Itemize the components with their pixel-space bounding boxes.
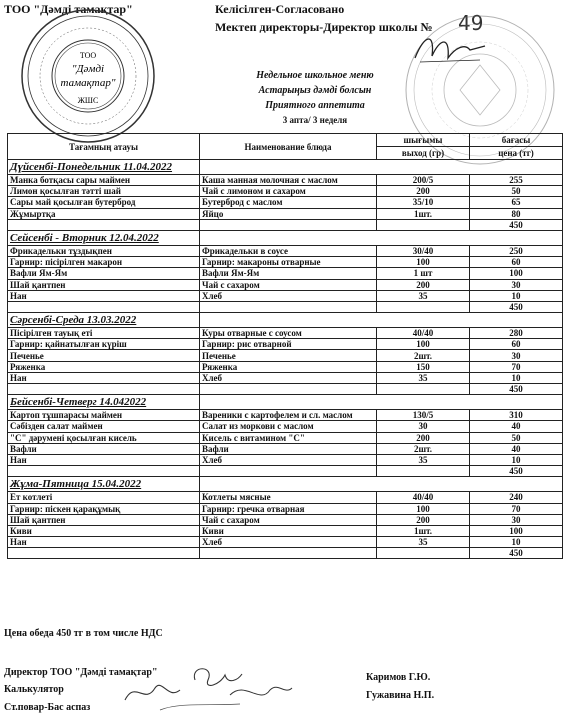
dish-name-kz: Фрикадельки тұздықпен [8,245,200,256]
total-filler [200,219,377,230]
dish-output: 2шт. [377,350,470,361]
dish-price: 100 [470,525,563,536]
dish-price: 70 [470,503,563,514]
day-title: Жұма-Пятница 15.04.2022 [8,477,200,492]
school-number: 49 [458,11,484,35]
dish-name-kz: Пісірілген тауық еті [8,328,200,339]
dish-name-kz: Шай қантпен [8,514,200,525]
dish-price: 70 [470,361,563,372]
dish-output: 100 [377,503,470,514]
price-note: Цена обеда 450 тг в том числе НДС [4,628,163,639]
menu-row [8,268,563,279]
footer-signatures-icon [120,660,295,715]
total-filler [200,548,377,559]
header-col-kz: Тағамның атауы [8,134,200,160]
menu-row [8,279,563,290]
dish-name-ru: Хлеб [200,454,377,465]
total-filler [8,548,200,559]
header-col-price-ru: цена (тг) [470,147,563,160]
dish-name-ru: Хлеб [200,537,377,548]
dish-name-kz: Нан [8,372,200,383]
seal-text-4: ЖШС [77,96,99,105]
menu-table [7,133,563,559]
dish-name-ru: Вафли Ям-Ям [200,268,377,279]
menu-row [8,350,563,361]
day-total-row [8,466,563,477]
day-header-row [8,313,563,328]
menu-row [8,432,563,443]
dish-price: 65 [470,197,563,208]
total-filler [377,548,470,559]
director-signature-icon [410,28,490,68]
dish-output: 100 [377,257,470,268]
dish-name-kz: Нан [8,290,200,301]
menu-row [8,290,563,301]
dish-price: 100 [470,268,563,279]
dish-price: 280 [470,328,563,339]
menu-row [8,339,563,350]
dish-price: 10 [470,537,563,548]
dish-name-kz: Нан [8,537,200,548]
dish-name-ru: Бутерброд с маслом [200,197,377,208]
dish-output: 200 [377,514,470,525]
dish-name-ru: Кисель с витамином "С" [200,432,377,443]
total-filler [8,466,200,477]
dish-name-ru: Хлеб [200,372,377,383]
dish-output: 35 [377,372,470,383]
dish-output: 30/40 [377,245,470,256]
dish-name-kz: Шай қантпен [8,279,200,290]
menu-row [8,245,563,256]
dish-name-kz: Гарнир: пісірілген макарон [8,257,200,268]
header-col-price-kz: бағасы [470,134,563,147]
dish-output: 130/5 [377,410,470,421]
day-total: 450 [470,301,563,312]
dish-name-kz: Жұмыртқа [8,208,200,219]
dish-name-ru: Гарнир: гречка отварная [200,503,377,514]
total-filler [8,219,200,230]
dish-output: 200 [377,432,470,443]
header-col-output-ru: выход (гр) [377,147,470,160]
dish-output: 200 [377,186,470,197]
dish-price: 10 [470,372,563,383]
dish-name-ru: Гарнир: рис отварной [200,339,377,350]
day-header-filler [200,477,563,492]
dish-output: 35/10 [377,197,470,208]
dish-price: 60 [470,257,563,268]
dish-output: 35 [377,454,470,465]
dish-price: 10 [470,454,563,465]
dish-name-kz: Вафли Ям-Ям [8,268,200,279]
total-filler [377,466,470,477]
dish-name-ru: Яйцо [200,208,377,219]
dish-price: 80 [470,208,563,219]
dish-price: 255 [470,175,563,186]
calculator-label: Калькулятор [4,684,64,695]
total-filler [200,301,377,312]
dish-name-kz: Сары май қосылған бутерброд [8,197,200,208]
dish-output: 35 [377,290,470,301]
dish-name-ru: Киви [200,525,377,536]
dish-name-ru: Ряженка [200,361,377,372]
total-filler [377,384,470,395]
dish-name-kz: Киви [8,525,200,536]
day-header-row [8,395,563,410]
total-filler [377,301,470,312]
dish-output: 200 [377,279,470,290]
day-header-filler [200,313,563,328]
dish-name-kz: Лимон қосылған тәтті шай [8,186,200,197]
menu-row [8,492,563,503]
total-filler [200,384,377,395]
dish-price: 40 [470,421,563,432]
dish-name-kz: Печенье [8,350,200,361]
dish-name-ru: Чай с сахаром [200,279,377,290]
dish-name-ru: Куры отварные с соусом [200,328,377,339]
dish-output: 150 [377,361,470,372]
day-header-filler [200,160,563,175]
dish-name-kz: Нан [8,454,200,465]
dish-name-ru: Фрикадельки в соусе [200,245,377,256]
day-title: Бейсенбі-Четверг 14.042022 [8,395,200,410]
dish-price: 60 [470,339,563,350]
dish-output: 2шт. [377,443,470,454]
total-filler [200,466,377,477]
menu-row [8,421,563,432]
total-filler [377,219,470,230]
dish-price: 240 [470,492,563,503]
dish-output: 1шт. [377,208,470,219]
day-header-filler [200,395,563,410]
dish-name-ru: Каша манная молочная с маслом [200,175,377,186]
dish-name-ru: Чай с сахаром [200,514,377,525]
menu-row [8,208,563,219]
day-title: Сейсенбі - Вторник 12.04.2022 [8,230,200,245]
dish-output: 1 шт [377,268,470,279]
dish-name-kz: Ряженка [8,361,200,372]
dish-output: 100 [377,339,470,350]
day-total-row [8,548,563,559]
dish-name-kz: "С" дәрумені қосылған кисель [8,432,200,443]
dish-name-kz: Ет котлеті [8,492,200,503]
dish-name-ru: Вареники с картофелем и сл. маслом [200,410,377,421]
dish-price: 10 [470,290,563,301]
dish-price: 30 [470,514,563,525]
dish-name-ru: Чай с лимоном и сахаром [200,186,377,197]
menu-row [8,443,563,454]
dish-price: 30 [470,350,563,361]
dish-output: 30 [377,421,470,432]
menu-row [8,503,563,514]
dish-price: 250 [470,245,563,256]
day-total-row [8,301,563,312]
company-name: ТОО "Дәмді тамақтар" [4,2,133,16]
header-col-ru: Наименование блюда [200,134,377,160]
menu-row [8,454,563,465]
dish-name-kz: Манка ботқасы сары маймен [8,175,200,186]
company-seal-icon [18,6,158,146]
dish-output: 200/5 [377,175,470,186]
menu-row [8,175,563,186]
director-label: Директор ТОО "Дәмді тамақтар" [4,667,158,678]
dish-name-ru: Салат из моркови с маслом [200,421,377,432]
dish-output: 1шт. [377,525,470,536]
day-header-row [8,477,563,492]
dish-price: 40 [470,443,563,454]
menu-subtitle-kz: Астарыңыз дәмді болсын [258,85,372,96]
menu-subtitle-ru: Приятного аппетита [265,100,365,111]
menu-row [8,197,563,208]
day-title: Дүйсенбі-Понедельник 11.04.2022 [8,160,200,175]
day-total-row [8,219,563,230]
dish-price: 30 [470,279,563,290]
menu-row [8,410,563,421]
dish-output: 40/40 [377,492,470,503]
approval-line-1: Келісілген-Согласовано [215,2,345,16]
seal-text-1: ТОО [79,51,97,60]
dish-name-kz: Гарнир: піскен қарақұмық [8,503,200,514]
day-title: Сәрсенбі-Среда 13.03.2022 [8,313,200,328]
dish-price: 50 [470,186,563,197]
total-filler [8,301,200,312]
chef-label: Ст.повар-Бас аспаз [4,702,91,713]
day-total: 450 [470,466,563,477]
dish-price: 50 [470,432,563,443]
menu-row [8,514,563,525]
menu-row [8,328,563,339]
menu-row [8,257,563,268]
menu-row [8,372,563,383]
day-total-row [8,384,563,395]
day-header-row [8,160,563,175]
menu-title: Недельное школьное меню [256,70,374,81]
day-total: 450 [470,219,563,230]
dish-name-ru: Вафли [200,443,377,454]
dish-name-kz: Картоп тұшпарасы маймен [8,410,200,421]
dish-name-ru: Печенье [200,350,377,361]
day-header-filler [200,230,563,245]
dish-name-ru: Гарнир: макароны отварные [200,257,377,268]
dish-output: 35 [377,537,470,548]
header-col-output-kz: шығымы [377,134,470,147]
menu-row [8,537,563,548]
menu-row [8,186,563,197]
dish-name-ru: Хлеб [200,290,377,301]
dish-price: 310 [470,410,563,421]
dish-name-kz: Гарнир: қайнатылған күріш [8,339,200,350]
signatory-name-1: Каримов Г.Ю. [366,672,431,683]
week-label: 3 апта/ 3 неделя [282,115,348,125]
dish-output: 40/40 [377,328,470,339]
total-filler [8,384,200,395]
day-header-row [8,230,563,245]
seal-text-3: тамақтар" [60,77,116,89]
dish-name-kz: Сәбізден салат маймен [8,421,200,432]
signatory-name-2: Гужавина Н.П. [366,690,435,701]
dish-name-ru: Котлеты мясные [200,492,377,503]
seal-text-2: "Дәмді [71,63,105,75]
day-total: 450 [470,384,563,395]
dish-name-kz: Вафли [8,443,200,454]
menu-row [8,525,563,536]
day-total: 450 [470,548,563,559]
approval-line-2: Мектеп директоры-Директор школы № [215,20,433,34]
menu-row [8,361,563,372]
